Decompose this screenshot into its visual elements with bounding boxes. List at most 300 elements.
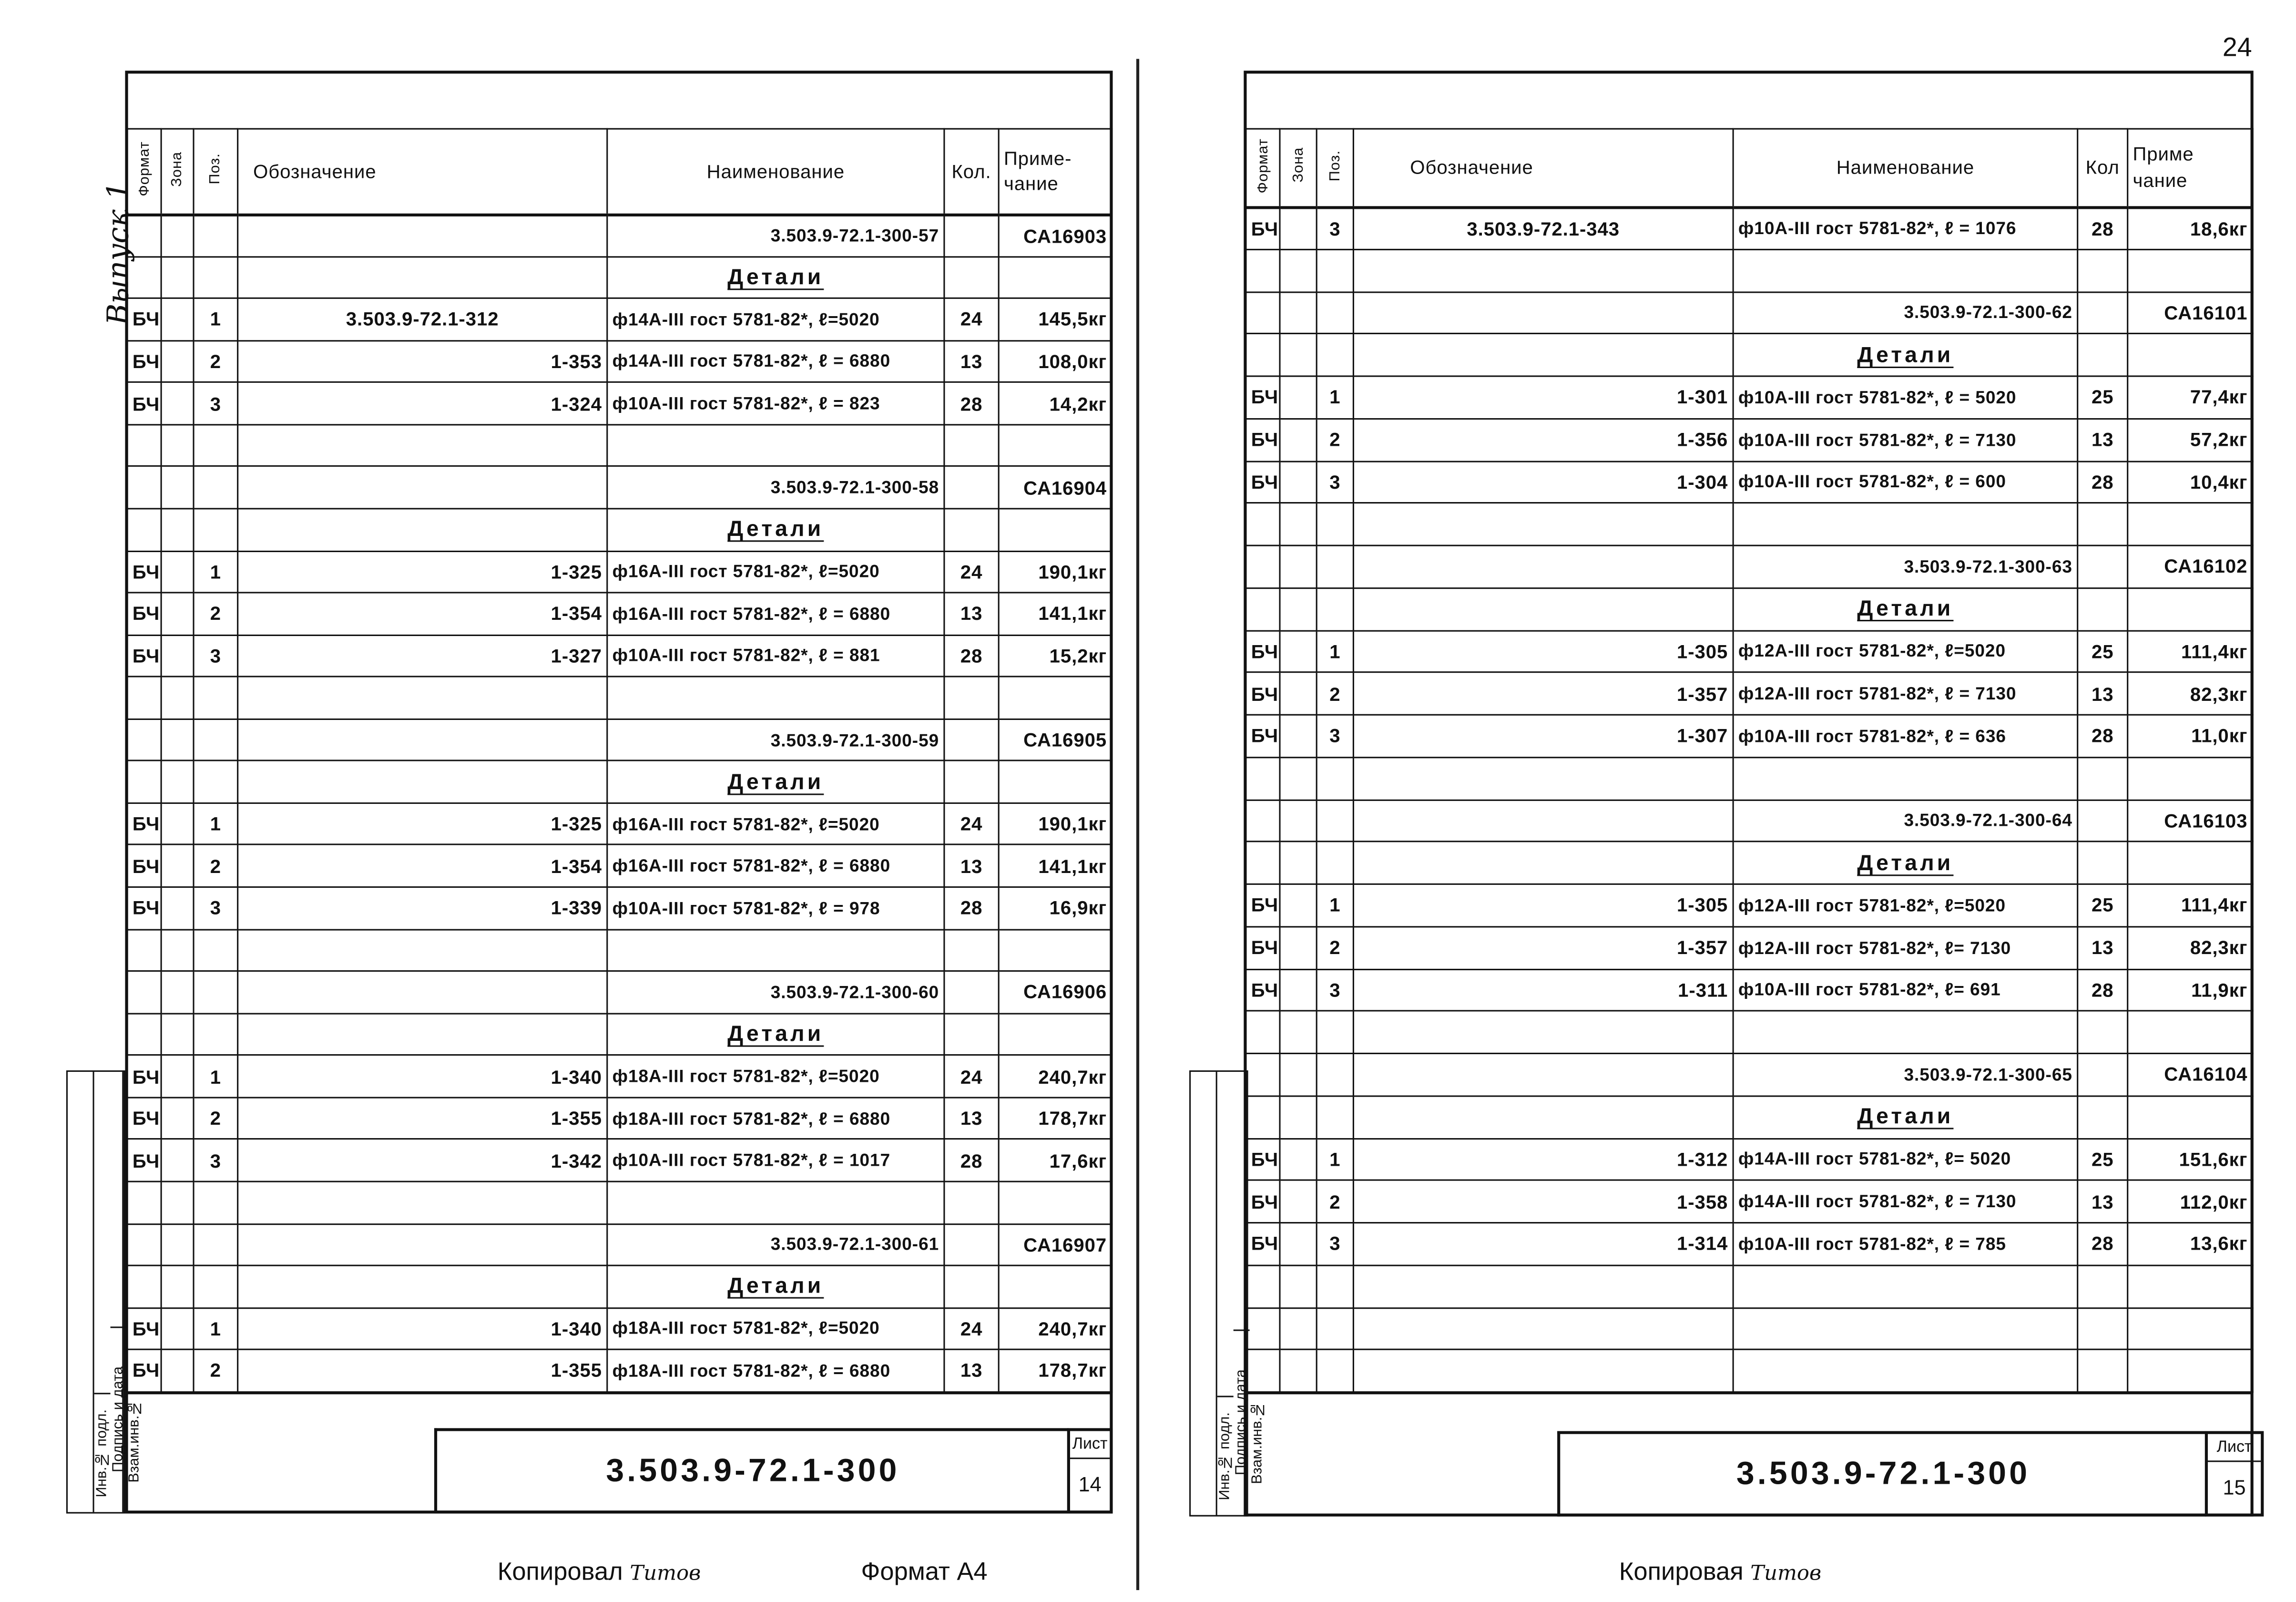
format-cell-text: БЧ xyxy=(132,392,160,415)
pos-cell-text: 1 xyxy=(210,560,222,583)
note-cell xyxy=(999,1265,1112,1307)
zone-cell xyxy=(161,1265,194,1307)
designation-cell xyxy=(238,257,607,298)
document-row xyxy=(1246,545,2253,588)
pos-cell xyxy=(194,1223,238,1265)
qty-cell-text: 13 xyxy=(2091,428,2114,451)
copyist-signature: Титов xyxy=(1750,1562,1822,1586)
note-cell xyxy=(999,929,1112,971)
document-row xyxy=(127,1223,1112,1265)
note-cell xyxy=(999,467,1112,509)
note-cell xyxy=(2128,1096,2253,1138)
name-cell xyxy=(607,1013,944,1055)
designation-cell xyxy=(238,803,607,845)
format-cell xyxy=(127,1265,161,1307)
name-cell xyxy=(607,635,944,677)
note-cell xyxy=(999,340,1112,382)
format-cell-text: БЧ xyxy=(1251,640,1279,663)
note-cell-text: СА16906 xyxy=(1023,981,1107,1004)
note-cell xyxy=(999,1013,1112,1055)
right-title-block xyxy=(1557,1431,2206,1517)
designation-cell-text: 1-339 xyxy=(551,897,602,919)
pos-cell xyxy=(1316,419,1353,461)
format-cell-text: БЧ xyxy=(132,1065,160,1088)
note-cell-text: 57,2кг xyxy=(2190,428,2248,451)
note-cell-text: 10,4кг xyxy=(2190,471,2248,493)
designation-cell xyxy=(238,677,607,719)
name-cell xyxy=(1733,1011,2078,1054)
note-cell xyxy=(999,1308,1112,1350)
pos-cell xyxy=(194,551,238,593)
name-cell-text: ф14А-III гост 5781-82*, ℓ = 7130 xyxy=(1738,1191,2017,1212)
pos-cell-text: 3 xyxy=(210,897,222,919)
qty-cell xyxy=(944,424,999,466)
format-cell xyxy=(1246,1096,1280,1138)
note-cell xyxy=(999,593,1112,635)
format-cell xyxy=(127,761,161,803)
designation-cell xyxy=(1353,1265,1733,1307)
qty-cell xyxy=(2078,545,2128,588)
qty-cell xyxy=(2078,884,2128,926)
pos-cell xyxy=(194,1013,238,1055)
pos-cell xyxy=(194,382,238,424)
designation-cell xyxy=(1353,1011,1733,1054)
format-cell-text: БЧ xyxy=(1251,1191,1279,1213)
note-cell xyxy=(2128,588,2253,630)
format-cell xyxy=(127,635,161,677)
name-cell-text: ф10А-III гост 5781-82*, ℓ = 881 xyxy=(612,645,880,667)
name-cell xyxy=(607,971,944,1013)
issue-note: Выпуск 1 xyxy=(100,181,136,326)
note-cell xyxy=(2128,842,2253,884)
qty-cell xyxy=(2078,969,2128,1011)
document-row xyxy=(127,719,1112,761)
designation-cell xyxy=(238,1140,607,1181)
designation-cell xyxy=(1353,842,1733,884)
pos-cell xyxy=(194,593,238,635)
stamp-sign-date: Подпись и дата xyxy=(111,1326,127,1512)
pos-cell xyxy=(194,214,238,256)
format-cell xyxy=(1246,376,1280,419)
header-pos: Поз. xyxy=(194,129,238,214)
format-cell xyxy=(127,509,161,551)
pos-cell-text: 1 xyxy=(210,813,222,835)
qty-cell xyxy=(2078,1138,2128,1181)
qty-cell xyxy=(944,635,999,677)
note-cell xyxy=(999,1350,1112,1392)
format-cell-text: БЧ xyxy=(132,813,160,835)
designation-cell xyxy=(1353,630,1733,673)
note-cell xyxy=(2128,207,2253,249)
table-row xyxy=(1246,1223,2253,1265)
note-cell xyxy=(2128,419,2253,461)
qty-cell xyxy=(944,803,999,845)
format-cell xyxy=(1246,249,1280,292)
zone-cell xyxy=(161,1350,194,1392)
format-cell xyxy=(127,298,161,340)
document-row xyxy=(127,467,1112,509)
note-cell xyxy=(999,719,1112,761)
copyist-signature: Титов xyxy=(630,1562,701,1586)
qty-cell-text: 24 xyxy=(960,813,983,835)
table-row xyxy=(1246,376,2253,419)
pos-cell xyxy=(194,1350,238,1392)
name-cell-text: Детали xyxy=(727,265,824,290)
zone-cell xyxy=(1280,588,1316,630)
name-cell xyxy=(1733,630,2078,673)
qty-cell xyxy=(944,551,999,593)
note-cell xyxy=(2128,630,2253,673)
blank-row xyxy=(1246,503,2253,545)
name-cell xyxy=(607,551,944,593)
blank-row xyxy=(1246,249,2253,292)
name-cell xyxy=(607,340,944,382)
note-cell xyxy=(999,887,1112,929)
pos-cell xyxy=(1316,291,1353,334)
zone-cell xyxy=(161,509,194,551)
format-cell xyxy=(127,1013,161,1055)
note-cell-text: 240,7кг xyxy=(1038,1317,1107,1340)
name-cell-text: ф12А-III гост 5781-82*, ℓ=5020 xyxy=(1738,895,2006,916)
format-cell xyxy=(127,593,161,635)
qty-cell xyxy=(2078,1265,2128,1307)
page-divider xyxy=(1136,59,1139,1591)
zone-cell xyxy=(1280,1265,1316,1307)
note-cell-text: 17,6кг xyxy=(1049,1149,1107,1171)
designation-cell-text: 3.503.9-72.1-312 xyxy=(346,308,499,330)
format-cell-text: БЧ xyxy=(1251,682,1279,705)
pos-cell-text: 1 xyxy=(210,1317,222,1340)
name-cell-text: 3.503.9-72.1-300-60 xyxy=(770,982,939,1003)
note-cell-text: 16,9кг xyxy=(1049,897,1107,919)
designation-cell xyxy=(1353,1053,1733,1096)
name-cell-text: ф12А-III гост 5781-82*, ℓ= 7130 xyxy=(1738,937,2011,958)
pos-cell-text: 1 xyxy=(210,308,222,330)
note-cell xyxy=(999,382,1112,424)
designation-cell-text: 1-311 xyxy=(1678,979,1728,1001)
note-cell-text: СА16102 xyxy=(2164,555,2248,578)
document-row xyxy=(1246,800,2253,842)
name-cell-text: 3.503.9-72.1-300-58 xyxy=(770,477,939,498)
pos-cell-text: 2 xyxy=(210,350,222,373)
header-note: Приме чание xyxy=(2128,129,2253,207)
pos-cell xyxy=(1316,969,1353,1011)
format-cell-text: БЧ xyxy=(132,1107,160,1130)
note-cell xyxy=(2128,461,2253,503)
name-cell-text: ф10А-III гост 5781-82*, ℓ = 1076 xyxy=(1738,218,2017,239)
zone-cell xyxy=(161,761,194,803)
zone-cell xyxy=(1280,1350,1316,1392)
blank-row xyxy=(1246,757,2253,800)
header-designation: Обозначение xyxy=(238,129,607,214)
name-cell xyxy=(1733,376,2078,419)
format-cell xyxy=(1246,545,1280,588)
note-cell-text: 111,4кг xyxy=(2181,640,2248,663)
section-row xyxy=(1246,842,2253,884)
designation-cell-text: 1-340 xyxy=(551,1065,602,1088)
designation-cell-text: 1-325 xyxy=(551,560,602,583)
pos-cell xyxy=(1316,249,1353,292)
zone-cell xyxy=(161,214,194,256)
pos-cell xyxy=(1316,461,1353,503)
zone-cell xyxy=(1280,249,1316,292)
designation-cell xyxy=(1353,545,1733,588)
format-cell xyxy=(1246,1181,1280,1223)
designation-cell xyxy=(1353,419,1733,461)
format-cell-text: БЧ xyxy=(132,1149,160,1171)
stamp-inv-orig: Инв.№ подл. xyxy=(94,1393,111,1512)
name-cell-text: 3.503.9-72.1-300-64 xyxy=(1904,810,2072,831)
name-cell xyxy=(607,929,944,971)
zone-cell xyxy=(1280,757,1316,800)
format-cell-text: БЧ xyxy=(132,897,160,919)
left-footer-format: Формат А4 xyxy=(861,1558,988,1586)
designation-cell xyxy=(1353,376,1733,419)
name-cell-text: ф16А-III гост 5781-82*, ℓ=5020 xyxy=(612,813,880,834)
name-cell-text: ф18А-III гост 5781-82*, ℓ=5020 xyxy=(612,1318,880,1339)
left-sheet-cell xyxy=(1067,1428,1113,1513)
note-cell-text: 151,6кг xyxy=(2179,1148,2248,1171)
document-row xyxy=(127,214,1112,256)
name-cell xyxy=(1733,969,2078,1011)
qty-cell xyxy=(2078,1350,2128,1392)
pos-cell-text: 3 xyxy=(1329,471,1341,493)
zone-cell xyxy=(1280,1011,1316,1054)
designation-cell-text: 1-356 xyxy=(1677,428,1728,451)
note-cell-text: СА16905 xyxy=(1023,729,1107,751)
note-cell xyxy=(999,424,1112,466)
qty-cell-text: 24 xyxy=(960,308,983,330)
name-cell-text: 3.503.9-72.1-300-59 xyxy=(770,729,939,750)
name-cell xyxy=(607,509,944,551)
blank-row xyxy=(1246,1265,2253,1307)
pos-cell xyxy=(1316,588,1353,630)
zone-cell xyxy=(1280,1096,1316,1138)
note-cell xyxy=(2128,1181,2253,1223)
pos-cell xyxy=(194,719,238,761)
pos-cell xyxy=(194,509,238,551)
note-cell-text: СА16101 xyxy=(2164,301,2248,324)
qty-cell xyxy=(944,677,999,719)
zone-cell xyxy=(161,803,194,845)
format-cell-text: БЧ xyxy=(132,855,160,877)
section-row xyxy=(1246,334,2253,376)
designation-cell xyxy=(238,1013,607,1055)
note-cell-text: СА16907 xyxy=(1023,1233,1107,1256)
table-row xyxy=(1246,461,2253,503)
qty-cell-text: 28 xyxy=(960,1149,983,1171)
zone-cell xyxy=(161,929,194,971)
zone-cell xyxy=(161,1181,194,1223)
qty-cell xyxy=(944,1181,999,1223)
qty-cell xyxy=(944,1223,999,1265)
note-cell-text: 18,6кг xyxy=(2190,217,2248,240)
note-cell-text: 141,1кг xyxy=(1038,855,1107,877)
header-designation: Обозначение xyxy=(1353,129,1733,207)
qty-cell-text: 28 xyxy=(2091,217,2114,240)
pos-cell xyxy=(1316,1011,1353,1054)
note-cell-text: 13,6кг xyxy=(2190,1232,2248,1255)
format-cell xyxy=(127,257,161,298)
left-doc-code: 3.503.9-72.1-300 xyxy=(606,1451,900,1489)
blank-row xyxy=(1246,1350,2253,1392)
note-cell xyxy=(999,509,1112,551)
note-cell xyxy=(999,257,1112,298)
zone-cell xyxy=(1280,334,1316,376)
designation-cell-text: 1-355 xyxy=(551,1107,602,1130)
designation-cell-text: 1-325 xyxy=(551,813,602,835)
designation-cell-text: 1-353 xyxy=(551,350,602,373)
name-cell xyxy=(1733,884,2078,926)
zone-cell xyxy=(1280,1138,1316,1181)
name-cell xyxy=(607,845,944,887)
designation-cell-text: 1-305 xyxy=(1677,894,1728,916)
note-cell-text: 82,3кг xyxy=(2190,682,2248,705)
qty-cell-text: 13 xyxy=(960,603,983,625)
stamp-sign-date: Подпись и дата xyxy=(1234,1329,1250,1515)
name-cell xyxy=(1733,334,2078,376)
note-cell xyxy=(2128,1307,2253,1350)
zone-cell xyxy=(1280,376,1316,419)
qty-cell xyxy=(2078,249,2128,292)
stamp-replaced-inv: Взам.инв.№ xyxy=(126,1399,143,1483)
table-row xyxy=(1246,1138,2253,1181)
name-cell-text: 3.503.9-72.1-300-65 xyxy=(1904,1064,2072,1085)
qty-cell xyxy=(944,1055,999,1097)
name-cell-text: Детали xyxy=(727,769,824,795)
designation-cell-text: 1-354 xyxy=(551,855,602,877)
name-cell-text: ф18А-III гост 5781-82*, ℓ = 6880 xyxy=(612,1360,891,1381)
designation-cell-text: 1-305 xyxy=(1677,640,1728,663)
sheet-number: 15 xyxy=(2223,1475,2246,1499)
designation-cell xyxy=(238,214,607,256)
format-cell xyxy=(127,929,161,971)
name-cell xyxy=(1733,1138,2078,1181)
name-cell-text: 3.503.9-72.1-300-61 xyxy=(770,1234,939,1255)
qty-cell xyxy=(2078,588,2128,630)
note-cell xyxy=(2128,545,2253,588)
pos-cell-text: 2 xyxy=(210,1359,222,1382)
name-cell-text: Детали xyxy=(727,1274,824,1299)
pos-cell xyxy=(194,1098,238,1140)
designation-cell-text: 1-358 xyxy=(1677,1191,1728,1213)
pos-cell xyxy=(194,803,238,845)
name-cell-text: 3.503.9-72.1-300-63 xyxy=(1904,556,2072,577)
note-cell-text: 240,7кг xyxy=(1038,1065,1107,1088)
qty-cell xyxy=(944,1350,999,1392)
qty-cell xyxy=(2078,461,2128,503)
name-cell xyxy=(1733,672,2078,715)
zone-cell xyxy=(161,1055,194,1097)
format-cell xyxy=(127,971,161,1013)
name-cell xyxy=(607,1140,944,1181)
note-cell xyxy=(999,803,1112,845)
designation-cell xyxy=(238,845,607,887)
pos-cell xyxy=(194,677,238,719)
format-cell xyxy=(127,467,161,509)
format-cell xyxy=(1246,715,1280,757)
pos-cell xyxy=(194,257,238,298)
name-cell xyxy=(1733,926,2078,969)
name-cell xyxy=(1733,757,2078,800)
zone-cell xyxy=(1280,461,1316,503)
format-cell xyxy=(127,340,161,382)
designation-cell xyxy=(238,635,607,677)
pos-cell xyxy=(1316,1053,1353,1096)
qty-cell-text: 25 xyxy=(2091,386,2114,409)
pos-cell xyxy=(1316,207,1353,249)
format-cell xyxy=(127,1140,161,1181)
note-cell xyxy=(2128,800,2253,842)
note-cell xyxy=(2128,1350,2253,1392)
pos-cell-text: 3 xyxy=(210,645,222,667)
name-cell xyxy=(607,298,944,340)
table-row xyxy=(1246,926,2253,969)
qty-cell-text: 28 xyxy=(2091,979,2114,1001)
sheet-label: Лист xyxy=(1070,1431,1110,1459)
header-zone: Зона xyxy=(1280,129,1316,207)
qty-cell xyxy=(944,845,999,887)
qty-cell xyxy=(944,761,999,803)
format-cell xyxy=(1246,672,1280,715)
note-cell xyxy=(999,1140,1112,1181)
document-row xyxy=(127,971,1112,1013)
zone-cell xyxy=(161,340,194,382)
note-cell-text: 190,1кг xyxy=(1038,560,1107,583)
sheet-number: 14 xyxy=(1078,1472,1102,1496)
right-footer-copied: Копировая Титов xyxy=(1619,1558,1822,1586)
table-row xyxy=(1246,1181,2253,1223)
note-cell-text: СА16103 xyxy=(2164,810,2248,832)
zone-cell xyxy=(1280,1223,1316,1265)
designation-cell xyxy=(1353,291,1733,334)
name-cell-text: Детали xyxy=(727,1021,824,1047)
header-pos: Поз. xyxy=(1316,129,1353,207)
pos-cell xyxy=(194,298,238,340)
pos-cell xyxy=(1316,757,1353,800)
blank-row xyxy=(1246,1011,2253,1054)
note-cell xyxy=(999,1098,1112,1140)
blank-row xyxy=(127,1181,1112,1223)
pos-cell xyxy=(1316,1181,1353,1223)
designation-cell-text: 1-357 xyxy=(1677,936,1728,959)
pos-cell xyxy=(194,1308,238,1350)
designation-cell xyxy=(238,551,607,593)
format-cell-text: БЧ xyxy=(1251,471,1279,493)
designation-cell-text: 1-355 xyxy=(551,1359,602,1382)
format-cell xyxy=(127,424,161,466)
note-cell xyxy=(2128,884,2253,926)
zone-cell xyxy=(161,593,194,635)
blank-row xyxy=(127,929,1112,971)
format-cell xyxy=(127,887,161,929)
pos-cell xyxy=(1316,842,1353,884)
qty-cell xyxy=(2078,291,2128,334)
pos-cell xyxy=(194,929,238,971)
pos-cell-text: 2 xyxy=(1329,1191,1341,1213)
qty-cell xyxy=(944,1013,999,1055)
name-cell-text: 3.503.9-72.1-300-62 xyxy=(1904,302,2072,323)
designation-cell xyxy=(1353,1181,1733,1223)
name-cell-text: ф12А-III гост 5781-82*, ℓ = 7130 xyxy=(1738,683,2017,704)
zone-cell xyxy=(1280,1181,1316,1223)
pos-cell-text: 3 xyxy=(1329,725,1341,747)
zone-cell xyxy=(1280,207,1316,249)
name-cell-text: ф12А-III гост 5781-82*, ℓ=5020 xyxy=(1738,641,2006,662)
pos-cell-text: 3 xyxy=(210,1149,222,1171)
pos-cell xyxy=(1316,926,1353,969)
designation-cell xyxy=(238,719,607,761)
